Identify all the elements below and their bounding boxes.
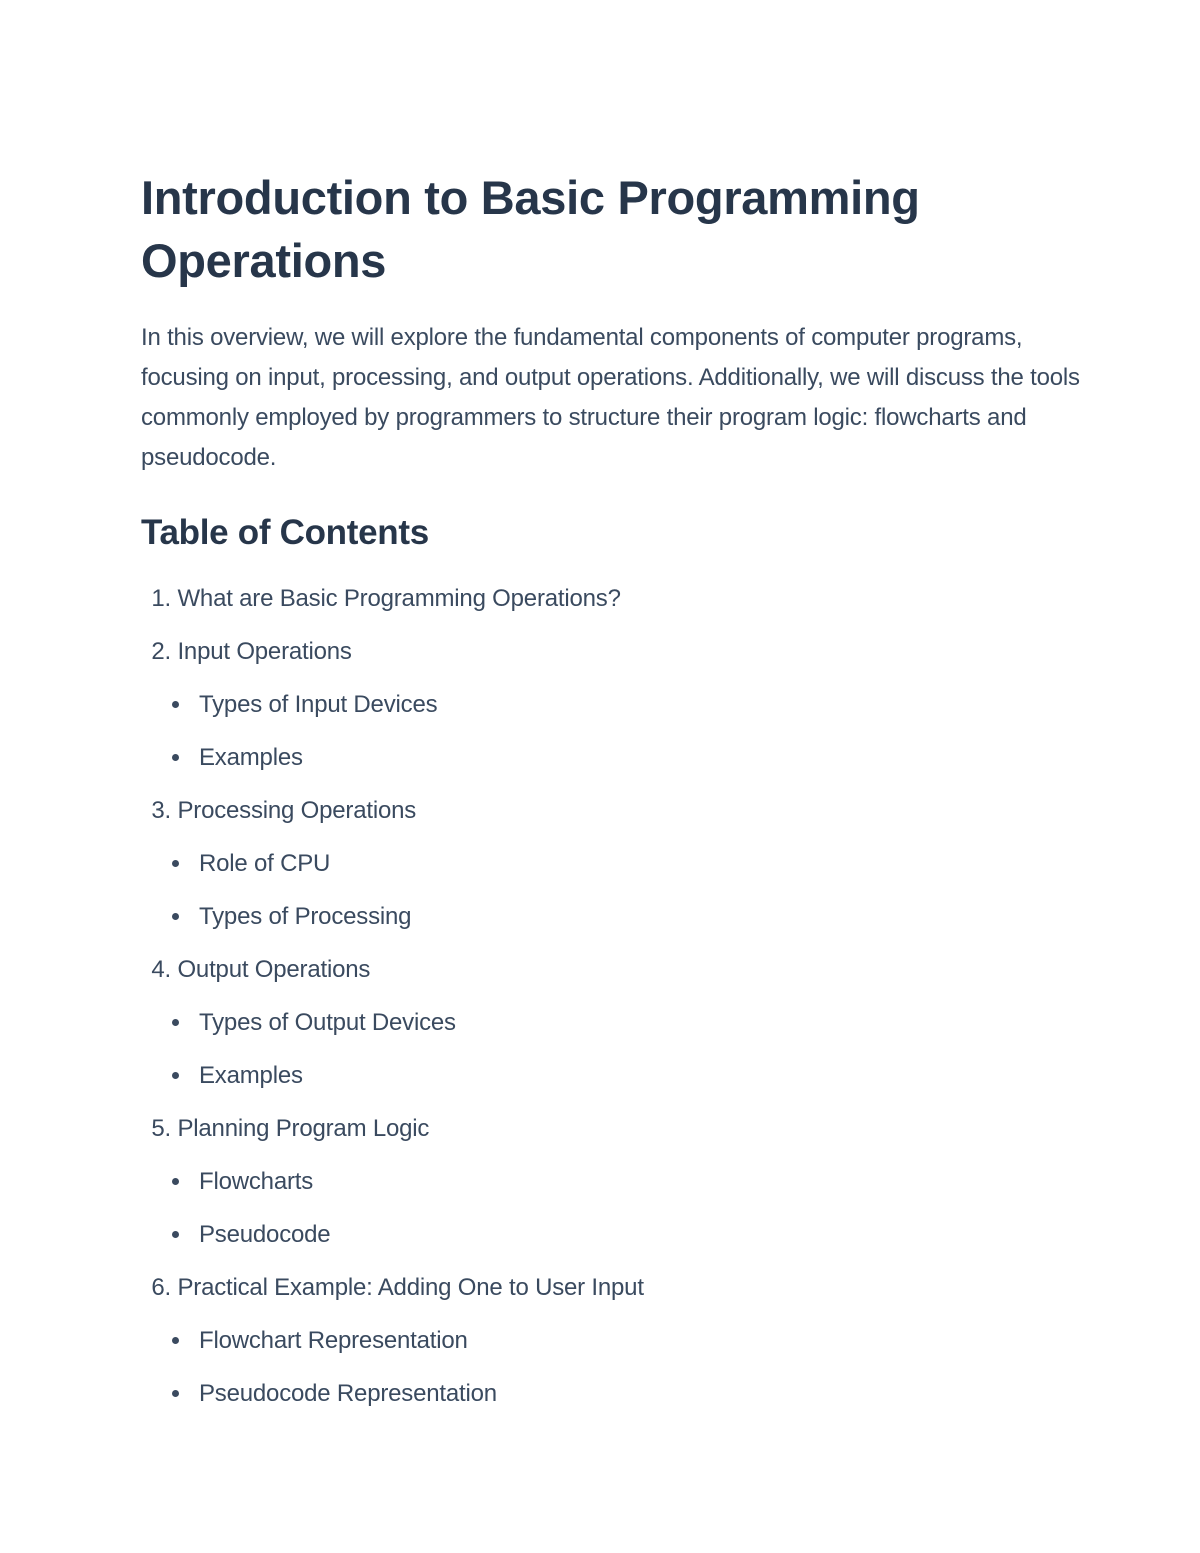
toc-item-label: What are Basic Programming Operations? [177,585,621,612]
toc-item-label: Processing Operations [177,797,417,824]
toc-subitem [199,1367,1081,1420]
bullet-icon [172,1390,179,1397]
toc-subitem-label: Types of Output Devices [199,1009,456,1036]
toc-subitem-label: Types of Input Devices [199,691,438,718]
toc-item-label: Planning Program Logic [177,1115,430,1142]
toc-sublist [141,1314,1081,1420]
toc-subitem [199,678,1081,731]
toc-subitem [199,731,1081,784]
intro-paragraph: In this overview, we will explore the fundamental components of computer programs, focusing on input, processing, and output operations. Additionally, we will discuss the tools commonly employed by programmers to structure their program logic: flowcharts and pseudocode. [141,324,1080,471]
bullet-icon [172,913,179,920]
toc-subitem-label: Flowcharts [199,1168,314,1195]
toc-item-number: 1. [151,585,171,612]
toc-sublist [141,996,1081,1102]
toc-item-number: 6. [151,1274,171,1301]
toc-item-basic-operations [141,572,1081,625]
bullet-icon [172,701,179,708]
document-page [141,166,1081,1420]
toc-subitem-label: Pseudocode [199,1221,331,1248]
page-title: Introduction to Basic Programming Operations [141,171,920,287]
toc-item-label: Input Operations [177,638,352,665]
bullet-icon [172,860,179,867]
bullet-icon [172,1337,179,1344]
toc-subitem [199,1155,1081,1208]
bullet-icon [172,1231,179,1238]
toc-subitem [199,1049,1081,1102]
toc-subitem [199,837,1081,890]
bullet-icon [172,754,179,761]
bullet-icon [172,1019,179,1026]
toc-item-number: 3. [151,797,171,824]
toc-item-processing-operations [141,784,1081,943]
bullet-icon [172,1178,179,1185]
toc-subitem-label: Role of CPU [199,850,331,877]
bullet-icon [172,1072,179,1079]
toc-subitem-label: Types of Processing [199,903,412,930]
toc-item-label: Output Operations [177,956,371,983]
toc-sublist [141,678,1081,784]
toc-heading: Table of Contents [141,513,429,552]
toc-subitem [199,1208,1081,1261]
toc-subitem-label: Flowchart Representation [199,1327,468,1354]
toc-item-input-operations [141,625,1081,784]
toc-sublist [141,837,1081,943]
toc-item-number: 5. [151,1115,171,1142]
toc-item-number: 2. [151,638,171,665]
toc-subitem [199,890,1081,943]
toc-item-label: Practical Example: Adding One to User Input [177,1274,644,1301]
toc-subitem-label: Examples [199,1062,303,1089]
toc-item-number: 4. [151,956,171,983]
toc-subitem [199,1314,1081,1367]
toc-subitem-label: Pseudocode Representation [199,1380,497,1407]
toc-sublist [141,1155,1081,1261]
toc-subitem-label: Examples [199,744,303,771]
toc-item-planning-logic [141,1102,1081,1261]
toc-item-practical-example [141,1261,1081,1420]
table-of-contents [141,572,1081,1420]
toc-item-output-operations [141,943,1081,1102]
toc-subitem [199,996,1081,1049]
